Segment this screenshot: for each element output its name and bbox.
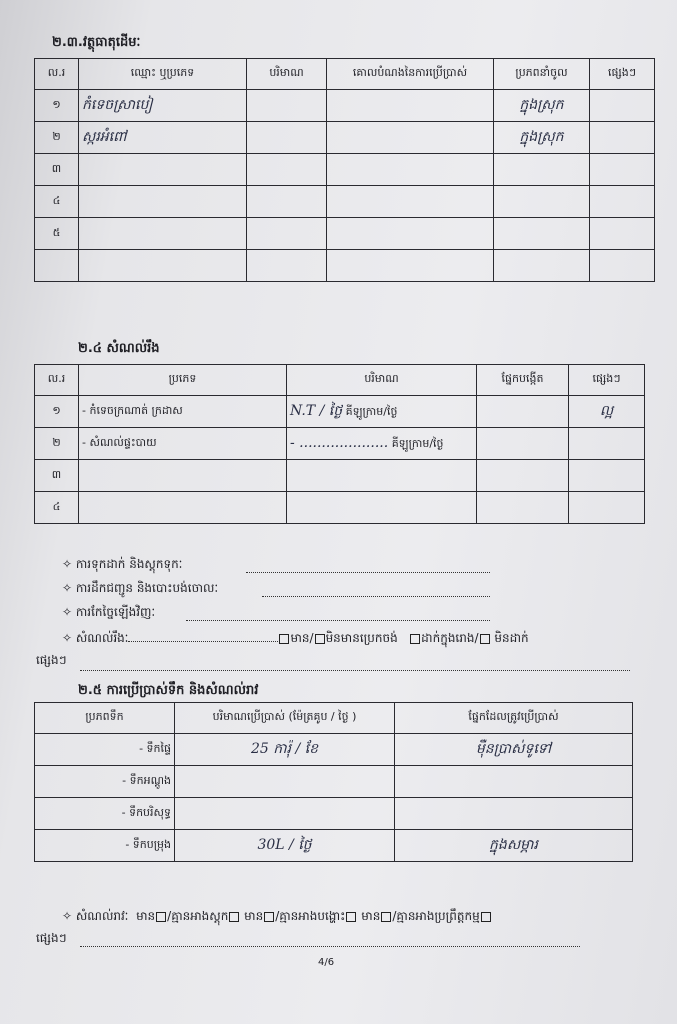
table-row bbox=[35, 396, 645, 428]
cell-qty bbox=[247, 122, 327, 154]
cell-name bbox=[79, 218, 247, 250]
col-qty: បរិមាណ bbox=[247, 59, 327, 90]
col-purpose: គោលបំណងនៃការប្រើប្រាស់ bbox=[327, 59, 494, 90]
checkbox[interactable] bbox=[346, 912, 356, 922]
table-row bbox=[35, 90, 655, 122]
cell-qty bbox=[247, 154, 327, 186]
water-use-table bbox=[34, 702, 633, 862]
cell-no: ៥ bbox=[35, 218, 79, 250]
checkbox[interactable] bbox=[229, 912, 239, 922]
dotted-line bbox=[186, 620, 490, 621]
cell-qty bbox=[175, 766, 395, 798]
cell-other bbox=[590, 250, 655, 282]
cell-other bbox=[590, 186, 655, 218]
table-row bbox=[35, 492, 645, 524]
cell-dept bbox=[477, 396, 569, 428]
cell-name: ស្ករអំពៅ bbox=[79, 122, 247, 154]
section-23-title: ២.៣.វត្ថុធាតុដើមៈ bbox=[52, 35, 141, 50]
cell-purpose bbox=[327, 186, 494, 218]
table-row bbox=[35, 186, 655, 218]
cell-no: ៣ bbox=[35, 460, 79, 492]
cell-source: - ទឹកផ្ទៃ bbox=[35, 734, 175, 766]
dotted-line bbox=[246, 572, 490, 573]
cell-other bbox=[590, 218, 655, 250]
cell-other bbox=[590, 154, 655, 186]
raw-materials-table bbox=[34, 58, 655, 282]
cell-source: ក្នុងស្រុក bbox=[494, 90, 590, 122]
dotted-line bbox=[80, 946, 580, 947]
other-label: ផ្សេងៗ bbox=[36, 931, 67, 945]
cell-dept bbox=[477, 460, 569, 492]
solid-waste-table bbox=[34, 364, 645, 524]
checkbox[interactable] bbox=[264, 912, 274, 922]
recycle-label: ✧ ការកែច្នៃឡើងវិញៈ bbox=[62, 605, 156, 619]
cell-source bbox=[494, 250, 590, 282]
cell-source: - ទឹកអណ្តូង bbox=[35, 766, 175, 798]
col-qty: បរិមាណប្រើប្រាស់ (ម៉ែត្រគូប / ថ្ងៃ ) bbox=[175, 703, 395, 734]
table-row bbox=[35, 428, 645, 460]
qty-unit: គីឡូក្រាម/ថ្ងៃ bbox=[345, 405, 398, 418]
section-24-title: ២.៤ សំណល់រឹង bbox=[78, 341, 160, 356]
table-header-row bbox=[35, 703, 633, 734]
cell-other bbox=[569, 492, 645, 524]
cell-no: ១ bbox=[35, 90, 79, 122]
col-qty: បរិមាណ bbox=[287, 365, 477, 396]
qty-handwritten: N.T / ថ្ងៃ bbox=[290, 403, 343, 419]
cell-other bbox=[590, 122, 655, 154]
section-25-title: ២.៥ ការប្រើប្រាស់ទឹក និងសំណល់រាវ bbox=[78, 683, 259, 698]
cell-type bbox=[79, 460, 287, 492]
cell-source bbox=[494, 218, 590, 250]
col-name: ឈ្មោះ ឬប្រភេទ bbox=[79, 59, 247, 90]
cell-source: - ទឹកបរិសុទ្ធ bbox=[35, 798, 175, 830]
col-type: ប្រភេទ bbox=[79, 365, 287, 396]
cell-qty: 30L / ថ្ងៃ bbox=[175, 830, 395, 862]
cell-qty bbox=[247, 218, 327, 250]
qty-handwritten: - .................... bbox=[290, 434, 389, 451]
col-dept: ផ្នែកបង្កើត bbox=[477, 365, 569, 396]
table-row bbox=[35, 798, 633, 830]
col-other: ផ្សេងៗ bbox=[569, 365, 645, 396]
cell-other bbox=[569, 460, 645, 492]
cell-type bbox=[79, 492, 287, 524]
checkbox[interactable] bbox=[481, 912, 491, 922]
col-source: ប្រភពទឹក bbox=[35, 703, 175, 734]
cell-name bbox=[79, 154, 247, 186]
cell-no: ៣ bbox=[35, 154, 79, 186]
cell-dept bbox=[477, 428, 569, 460]
cell-no: ១ bbox=[35, 396, 79, 428]
cell-no: ២ bbox=[35, 122, 79, 154]
cell-purpose bbox=[327, 250, 494, 282]
solid-waste-label: ✧ សំណល់រឹងៈ bbox=[62, 631, 129, 645]
cell-purpose bbox=[327, 218, 494, 250]
cell-qty bbox=[287, 492, 477, 524]
col-no: ល.រ bbox=[35, 59, 79, 90]
checkbox[interactable] bbox=[156, 912, 166, 922]
cell-other bbox=[590, 90, 655, 122]
cell-qty bbox=[247, 90, 327, 122]
cell-qty: 25 ការ៉ុ / ខែ bbox=[175, 734, 395, 766]
cell-source: ក្នុងស្រុក bbox=[494, 122, 590, 154]
storage-label: ✧ ការទុកដាក់ និងស្តុកទុកៈ bbox=[62, 557, 183, 571]
cell-purpose bbox=[327, 154, 494, 186]
transport-label: ✧ ការដឹកជញ្ជូន និងបោះបង់ចោលៈ bbox=[62, 581, 219, 595]
table-row bbox=[35, 154, 655, 186]
table-row bbox=[35, 122, 655, 154]
checkbox[interactable] bbox=[410, 634, 420, 644]
checkbox[interactable] bbox=[480, 634, 490, 644]
cell-dept: ម៉ឺនប្រាស់ទូទៅ bbox=[395, 734, 633, 766]
cell-dept bbox=[477, 492, 569, 524]
page-number: 4/6 bbox=[318, 957, 335, 968]
cell-qty bbox=[247, 250, 327, 282]
cell-no bbox=[35, 250, 79, 282]
table-header-row bbox=[35, 365, 645, 396]
table-row bbox=[35, 766, 633, 798]
cell-other bbox=[569, 428, 645, 460]
table-row bbox=[35, 250, 655, 282]
cell-name bbox=[79, 186, 247, 218]
cell-purpose bbox=[327, 90, 494, 122]
cell-type: - កំទេចក្រណាត់ ក្រដាស bbox=[79, 396, 287, 428]
cell-name bbox=[79, 250, 247, 282]
checkbox[interactable] bbox=[381, 912, 391, 922]
cell-qty bbox=[287, 428, 477, 460]
table-row bbox=[35, 218, 655, 250]
cell-dept bbox=[395, 766, 633, 798]
cell-qty bbox=[247, 186, 327, 218]
cell-dept bbox=[395, 798, 633, 830]
cell-source bbox=[494, 186, 590, 218]
qty-unit: គីឡូក្រាម/ថ្ងៃ bbox=[391, 436, 444, 450]
col-source: ប្រភពនាំចូល bbox=[494, 59, 590, 90]
other-label: ផ្សេងៗ bbox=[36, 653, 67, 667]
cell-no: ៤ bbox=[35, 492, 79, 524]
cell-no: ២ bbox=[35, 428, 79, 460]
checkbox[interactable] bbox=[279, 634, 289, 644]
cell-dept: ក្នុងសម្ភារ bbox=[395, 830, 633, 862]
cell-name: កំទេចស្រាបៀ bbox=[79, 90, 247, 122]
table-row bbox=[35, 734, 633, 766]
cell-source bbox=[494, 154, 590, 186]
cell-other: ល្អ bbox=[569, 396, 645, 428]
cell-type: - សំណល់ផ្ទះបាយ bbox=[79, 428, 287, 460]
col-no: ល.រ bbox=[35, 365, 79, 396]
checkbox[interactable] bbox=[315, 634, 325, 644]
table-row bbox=[35, 830, 633, 862]
cell-qty bbox=[175, 798, 395, 830]
col-dept: ផ្នែកដែលត្រូវប្រើប្រាស់ bbox=[395, 703, 633, 734]
dotted-line bbox=[80, 670, 630, 671]
table-row bbox=[35, 460, 645, 492]
liquid-waste-options: ✧ សំណល់រាវៈ មាន /គ្មានអាងស្តុក មាន /គ្មានអាងបង្ហោះ មាន /គ្មានអាងប្រព្រឹត្តកម្ម bbox=[62, 908, 492, 926]
dotted-line bbox=[262, 596, 490, 597]
cell-purpose bbox=[327, 122, 494, 154]
table-header-row bbox=[35, 59, 655, 90]
solid-waste-options: ✧ សំណល់រឹងៈ មាន/ មិនមានប្រេកចង់ ដាក់ក្នុងរោង/ មិនដាក់ bbox=[62, 631, 529, 645]
cell-qty bbox=[287, 460, 477, 492]
col-other: ផ្សេងៗ bbox=[590, 59, 655, 90]
cell-source: - ទឹកបម្រុង bbox=[35, 830, 175, 862]
cell-no: ៤ bbox=[35, 186, 79, 218]
cell-qty bbox=[287, 396, 477, 428]
